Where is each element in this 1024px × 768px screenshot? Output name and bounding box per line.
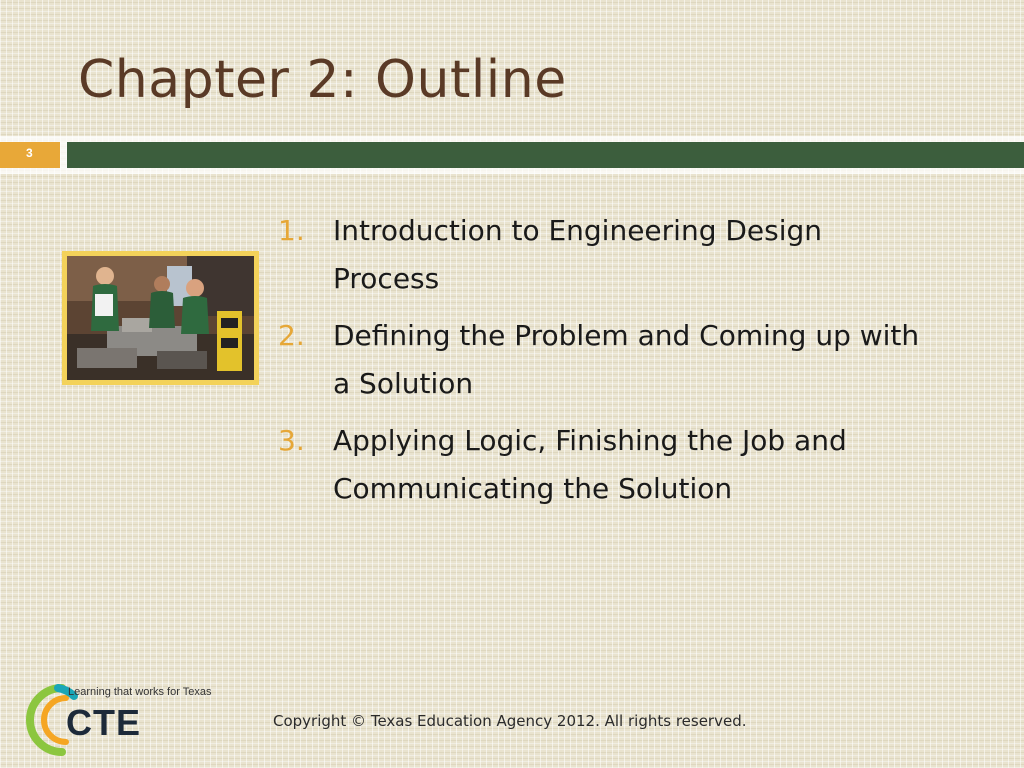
outline-item-text: Defining the Problem and Coming up with a Solution — [333, 319, 920, 400]
copyright-text: Copyright © Texas Education Agency 2012. All rights reserved. — [273, 712, 747, 730]
title-bar — [67, 142, 1024, 168]
slide-number: 3 — [26, 146, 33, 160]
outline-item-text: Introduction to Engineering Design Process — [333, 214, 823, 295]
outline-item-number: 2. — [278, 319, 305, 352]
outline-item-number: 3. — [278, 424, 305, 457]
outline-list — [278, 207, 978, 522]
photo-frame — [62, 251, 259, 385]
cte-logo — [22, 680, 222, 760]
outline-item — [278, 207, 978, 303]
logo-name: CTE — [66, 702, 141, 743]
students-engineering-photo — [67, 256, 254, 380]
outline-item-number: 1. — [278, 214, 305, 247]
outline-item-text: Applying Logic, Finishing the Job and Communicating the Solution — [333, 424, 847, 505]
outline-item — [278, 312, 978, 408]
slide-title: Chapter 2: Outline — [78, 50, 567, 110]
outline-item — [278, 417, 978, 513]
students-engineering-illustration — [67, 256, 254, 380]
logo-tagline: Learning that works for Texas — [68, 686, 212, 698]
